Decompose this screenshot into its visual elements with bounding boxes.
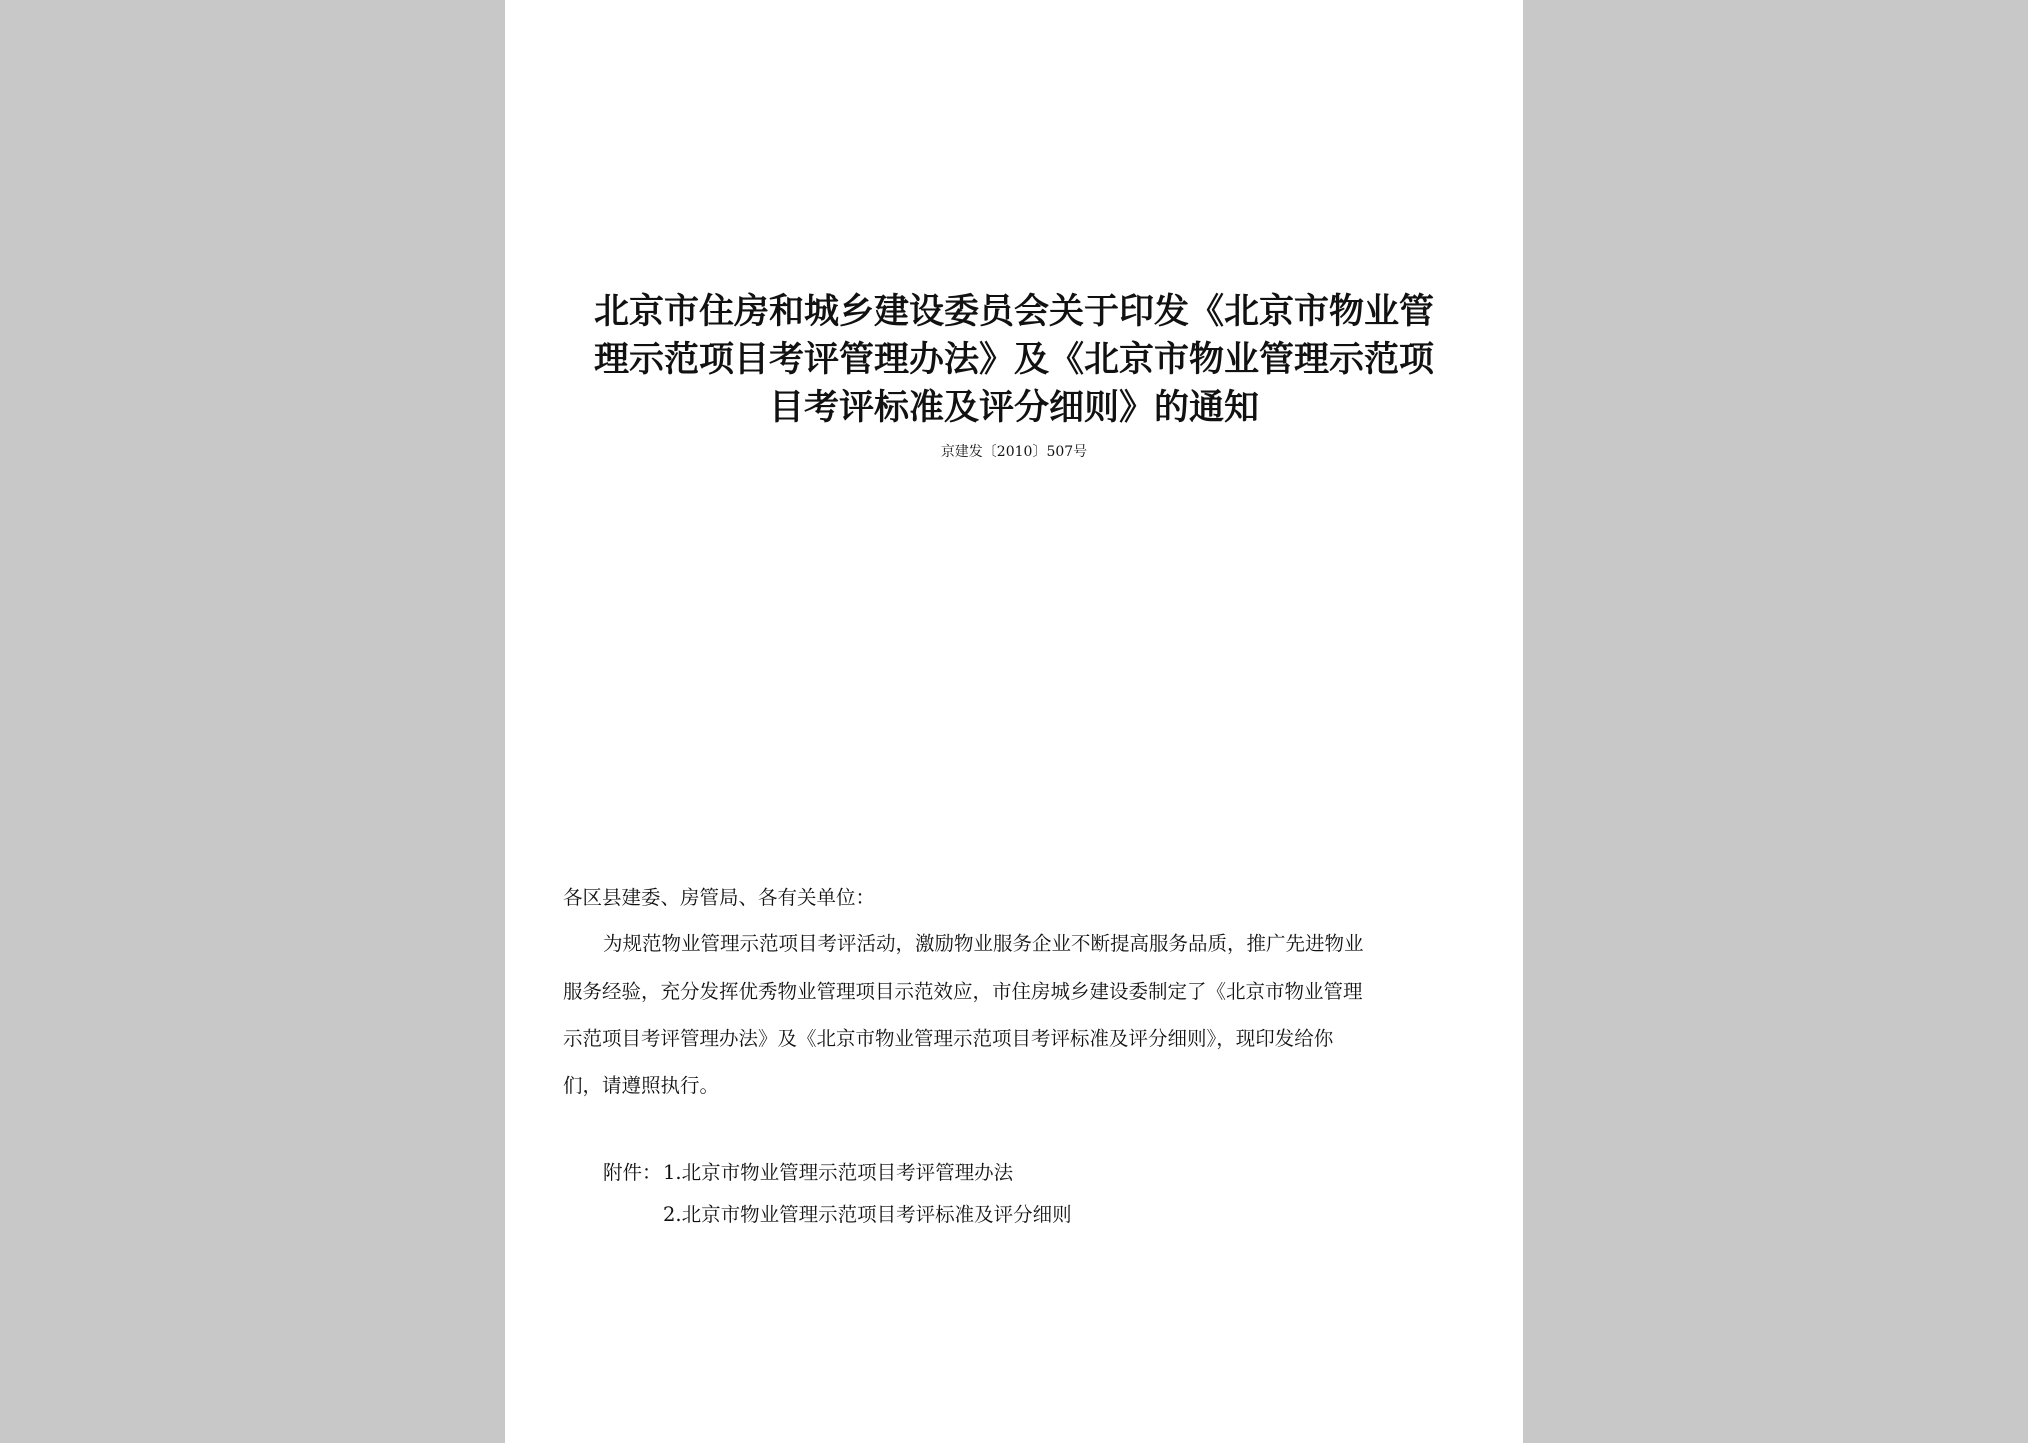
body-line-2: 服务经验，充分发挥优秀物业管理项目示范效应，市住房城乡建设委制定了《北京市物业管理 (563, 980, 1363, 1003)
document-title (505, 288, 1523, 432)
title-line-3: 目考评标准及评分细则》的通知 (768, 387, 1259, 428)
body-line-1: 为规范物业管理示范项目考评活动，激励物业服务企业不断提高服务品质，推广先进物业 (603, 932, 1364, 955)
document-page (505, 0, 1523, 1443)
document-number: 京建发〔2010〕507号 (940, 444, 1088, 460)
title-line-2: 理示范项目考评管理办法》及《北京市物业管理示范项 (593, 339, 1434, 380)
attachment-item-1: 1.北京市物业管理示范项目考评管理办法 (663, 1161, 1014, 1184)
body-line-3: 示范项目考评管理办法》及《北京市物业管理示范项目考评标准及评分细则》，现印发给你 (563, 1027, 1334, 1050)
attachment-label: 附件： (603, 1161, 662, 1184)
salutation: 各区县建委、房管局、各有关单位： (563, 886, 876, 909)
attachment-item-2: 2.北京市物业管理示范项目考评标准及评分细则 (663, 1203, 1072, 1226)
title-line-1: 北京市住房和城乡建设委员会关于印发《北京市物业管 (593, 291, 1434, 332)
body-line-4: 们，请遵照执行。 (563, 1074, 720, 1097)
